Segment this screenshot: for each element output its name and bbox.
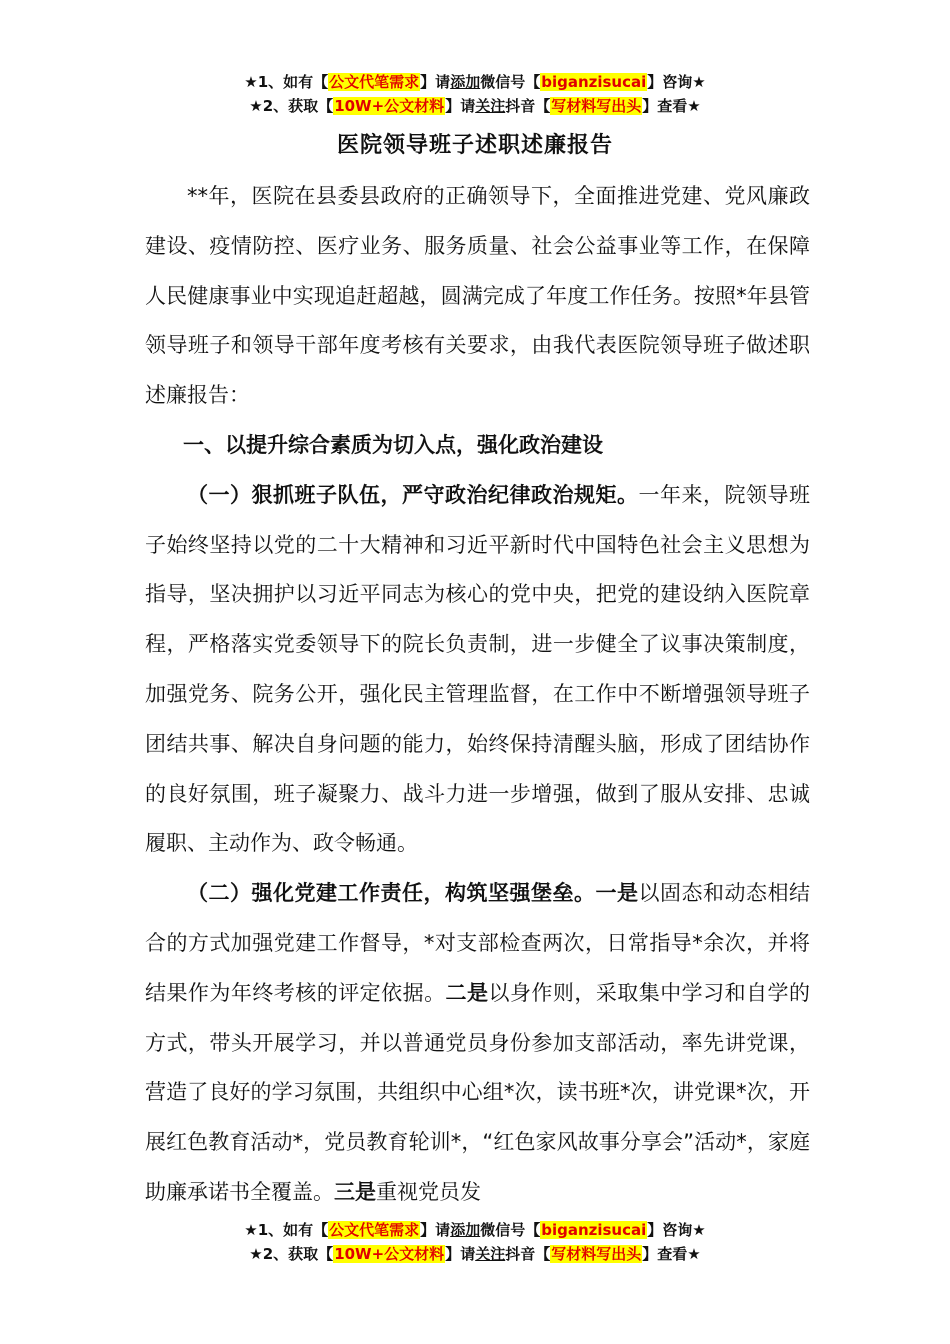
intro-paragraph: **年，医院在县委县政府的正确领导下，全面推进党建、党风廉政建设、疫情防控、医疗业务、服务质量、社会公益事业等工作，在保障人民健康事业中实现追赶超越，圆满完成了年度工作任务。按照*年县管领导班子和领导干部年度考核有关要求，由我代表医院领导班子做述职述廉报告： bbox=[145, 184, 810, 408]
banner-text: 】请 bbox=[445, 97, 476, 115]
banner-highlight: biganzisucai bbox=[541, 73, 647, 91]
paragraph-1 bbox=[145, 471, 810, 869]
paragraph-2 bbox=[145, 869, 810, 1218]
paragraph-lead: （一）狠抓班子队伍，严守政治纪律政治规矩。 bbox=[187, 482, 639, 507]
banner-highlight: 公文代笔需求 bbox=[329, 73, 420, 91]
banner-line-2 bbox=[0, 94, 950, 118]
banner-text: 】请 bbox=[420, 73, 451, 91]
paragraph-lead: （二）强化党建工作责任，构筑坚强堡垒。 bbox=[187, 881, 596, 906]
banner-underline-text: 添加 bbox=[450, 1221, 481, 1239]
banner-underline-text: 关注 bbox=[475, 1245, 506, 1263]
banner-highlight: 10W+公文材料 bbox=[334, 1245, 445, 1263]
paragraph-text: 以固态和动态相结合的方式加强党建工作督导，*对支部检查两次，日常指导*余次，并将结果作为年终考核的评定依据。 bbox=[145, 881, 810, 1005]
document-title: 医院领导班子述职述廉报告 bbox=[336, 133, 613, 158]
banner-highlight: 写材料写出头 bbox=[551, 1245, 642, 1263]
banner-text: 微信号【 bbox=[480, 73, 541, 91]
banner-line-1 bbox=[0, 1218, 950, 1242]
banner-highlight: 公文代笔需求 bbox=[329, 1221, 420, 1239]
point-keyword: 三是 bbox=[334, 1179, 376, 1204]
banner-text: 】请 bbox=[445, 1245, 476, 1263]
banner-text: 】查看★ bbox=[642, 1245, 701, 1263]
banner-highlight: 写材料写出头 bbox=[551, 97, 642, 115]
banner-highlight: 10W+公文材料 bbox=[334, 97, 445, 115]
banner-text: ★2、获取【 bbox=[249, 1245, 334, 1263]
banner-text: 微信号【 bbox=[480, 1221, 541, 1239]
banner-text: ★1、如有【 bbox=[244, 1221, 329, 1239]
banner-text: 抖音【 bbox=[505, 1245, 551, 1263]
document-body bbox=[145, 172, 810, 1218]
banner-text: 抖音【 bbox=[505, 97, 551, 115]
paragraph-text: 一年来，院领导班子始终坚持以党的二十大精神和习近平新时代中国特色社会主义思想为指导，坚决拥护以习近平同志为核心的党中央，把党的建设纳入医院章程，严格落实党委领导下的院长负责制，进一步健全了议事决策制度，加强党务、院务公开，强化民主管理监督，在工作中不断增强领导班子团结共事、解决自身问题的能力，始终保持清醒头脑，形成了团结协作的良好氛围，班子凝聚力、战斗力进一步增强，做到了服从安排、忠诚履职、主动作为、政令畅通。 bbox=[145, 482, 810, 856]
banner-text: ★1、如有【 bbox=[244, 73, 329, 91]
banner-text: 】请 bbox=[420, 1221, 451, 1239]
point-keyword: 二是 bbox=[445, 980, 489, 1005]
section-heading: 一、以提升综合素质为切入点，强化政治建设 bbox=[183, 432, 603, 457]
point-keyword: 一是 bbox=[595, 881, 639, 906]
banner-text: 】咨询★ bbox=[647, 73, 706, 91]
footer-banner bbox=[0, 1218, 950, 1266]
banner-text: ★2、获取【 bbox=[249, 97, 334, 115]
banner-underline-text: 关注 bbox=[475, 97, 506, 115]
banner-text: 】查看★ bbox=[642, 97, 701, 115]
banner-text: 】咨询★ bbox=[647, 1221, 706, 1239]
banner-highlight: biganzisucai bbox=[541, 1221, 647, 1239]
paragraph-text: 重视党员发 bbox=[376, 1179, 481, 1204]
banner-line-1 bbox=[0, 70, 950, 94]
banner-line-2 bbox=[0, 1242, 950, 1266]
banner-underline-text: 添加 bbox=[450, 73, 481, 91]
header-banner bbox=[0, 70, 950, 118]
paragraph-text: 以身作则，采取集中学习和自学的方式，带头开展学习，并以普通党员身份参加支部活动，率先讲党课，营造了良好的学习氛围，共组织中心组*次，读书班*次，讲党课*次，开展红色教育活动*，党员教育轮训*，“红色家风故事分享会”活动*，家庭助廉承诺书全覆盖。 bbox=[145, 980, 811, 1204]
